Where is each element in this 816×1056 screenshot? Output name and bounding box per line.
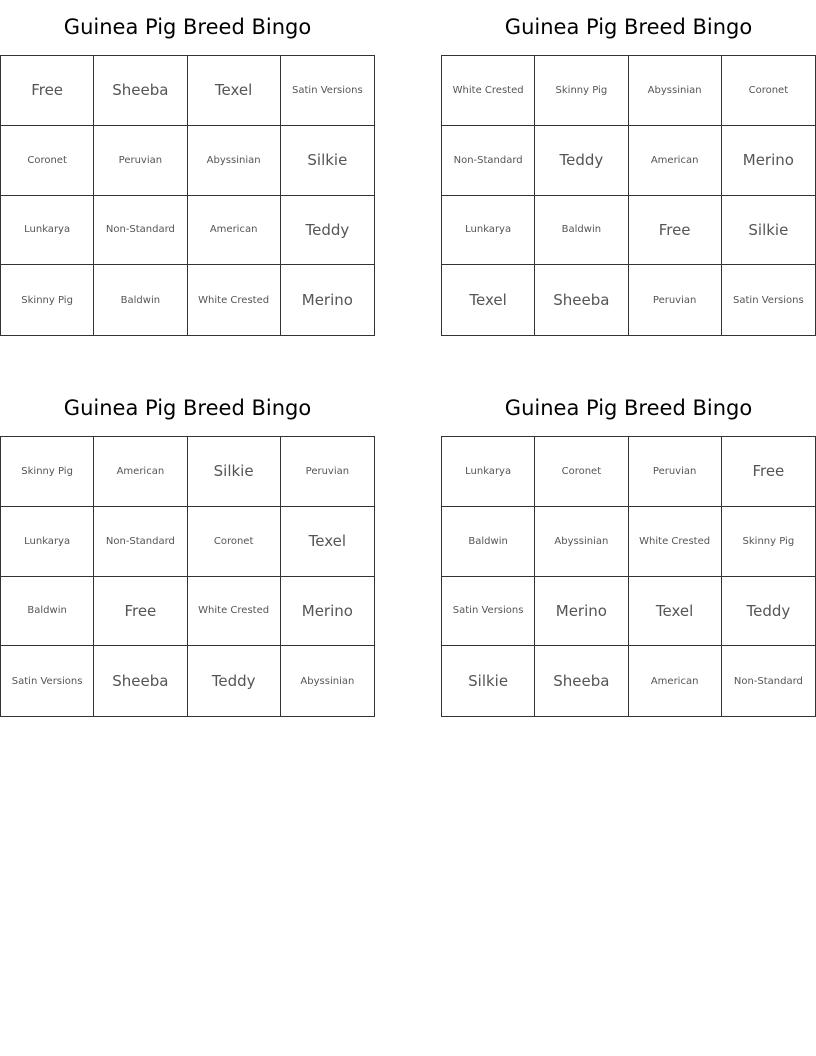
bingo-cell: Texel <box>442 265 535 335</box>
bingo-cell: American <box>94 437 187 507</box>
bingo-cell: Sheeba <box>535 646 628 716</box>
bingo-cell: Satin Versions <box>281 56 374 126</box>
bingo-cell: Non-Standard <box>94 507 187 577</box>
bingo-cell: Merino <box>535 577 628 647</box>
card-title: Guinea Pig Breed Bingo <box>504 15 753 39</box>
bingo-cell: Merino <box>722 126 815 196</box>
bingo-cell: Texel <box>281 507 374 577</box>
bingo-cell: Skinny Pig <box>535 56 628 126</box>
bingo-cell: Baldwin <box>1 577 94 647</box>
bingo-cell: American <box>629 126 722 196</box>
bingo-cell: Satin Versions <box>442 577 535 647</box>
bingo-cell: White Crested <box>442 56 535 126</box>
bingo-cell: Lunkarya <box>1 196 94 266</box>
bingo-cell: Non-Standard <box>94 196 187 266</box>
bingo-cell: Lunkarya <box>1 507 94 577</box>
bingo-cell: Baldwin <box>442 507 535 577</box>
bingo-cell: Free <box>94 577 187 647</box>
card-title: Guinea Pig Breed Bingo <box>63 15 312 39</box>
bingo-cell: Peruvian <box>629 437 722 507</box>
bingo-cell: Coronet <box>1 126 94 196</box>
bingo-cell: American <box>188 196 281 266</box>
bingo-cell: Coronet <box>188 507 281 577</box>
bingo-cell: Teddy <box>535 126 628 196</box>
bingo-cell: White Crested <box>188 265 281 335</box>
bingo-cell: Peruvian <box>94 126 187 196</box>
bingo-cell: White Crested <box>188 577 281 647</box>
bingo-cell: Abyssinian <box>188 126 281 196</box>
bingo-cell: Free <box>629 196 722 266</box>
bingo-cell: Sheeba <box>94 56 187 126</box>
bingo-grid <box>441 55 816 336</box>
bingo-cell: Baldwin <box>94 265 187 335</box>
bingo-cell: Peruvian <box>629 265 722 335</box>
bingo-cell: Peruvian <box>281 437 374 507</box>
bingo-cell: Satin Versions <box>733 294 804 306</box>
bingo-cell: Texel <box>188 56 281 126</box>
bingo-cell: Teddy <box>722 577 815 647</box>
bingo-cell: Lunkarya <box>442 437 535 507</box>
bingo-cell: Skinny Pig <box>722 507 815 577</box>
bingo-cell: Silkie <box>188 437 281 507</box>
bingo-cell: Coronet <box>535 437 628 507</box>
bingo-cell: American <box>629 646 722 716</box>
bingo-cell: Abyssinian <box>629 56 722 126</box>
bingo-cell: Free <box>722 437 815 507</box>
card-title: Guinea Pig Breed Bingo <box>504 396 753 420</box>
bingo-grid <box>441 436 816 717</box>
bingo-cell: Sheeba <box>94 646 187 716</box>
bingo-cell: Non-Standard <box>442 126 535 196</box>
bingo-cell: Abyssinian <box>300 675 355 687</box>
bingo-grid <box>0 436 375 717</box>
bingo-cell: Baldwin <box>535 196 628 266</box>
card-title: Guinea Pig Breed Bingo <box>63 396 312 420</box>
bingo-cell: Free <box>1 56 94 126</box>
bingo-cell: Non-Standard <box>733 675 803 687</box>
bingo-cell: Merino <box>301 291 353 310</box>
bingo-cell: Coronet <box>722 56 815 126</box>
bingo-cell: Silkie <box>722 196 815 266</box>
bingo-cell: Teddy <box>188 646 281 716</box>
bingo-cell: Silkie <box>442 646 535 716</box>
bingo-cell: Skinny Pig <box>1 265 94 335</box>
bingo-grid <box>0 55 375 336</box>
bingo-cell: White Crested <box>629 507 722 577</box>
bingo-cell: Sheeba <box>535 265 628 335</box>
bingo-cell: Silkie <box>281 126 374 196</box>
bingo-cell: Skinny Pig <box>1 437 94 507</box>
bingo-cell: Satin Versions <box>1 646 94 716</box>
bingo-cell: Teddy <box>281 196 374 266</box>
bingo-cell: Abyssinian <box>535 507 628 577</box>
bingo-cell: Texel <box>629 577 722 647</box>
bingo-cell: Merino <box>281 577 374 647</box>
bingo-cell: Lunkarya <box>442 196 535 266</box>
